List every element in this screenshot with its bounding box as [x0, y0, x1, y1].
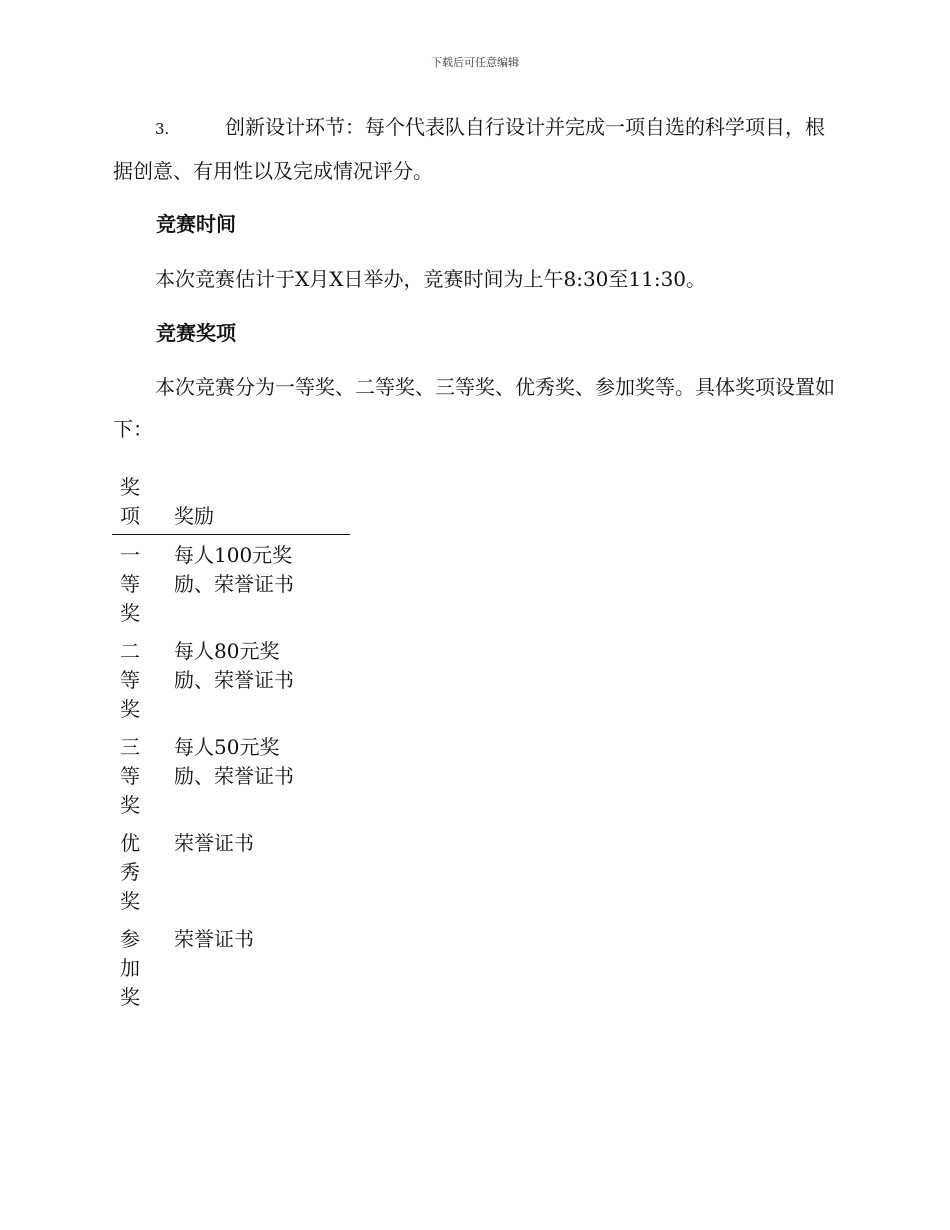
awards-paragraph: 本次竞赛分为一等奖、二等奖、三等奖、优秀奖、参加奖等。具体奖项设置如下：: [113, 375, 835, 441]
prize-cell: 一等奖: [120, 543, 140, 625]
table-row: [112, 632, 350, 728]
list-item-3: [113, 106, 835, 192]
table-row: [112, 824, 350, 920]
prize-cell: 三等奖: [120, 735, 140, 817]
prize-table: [112, 473, 350, 1016]
prize-cell: 参加奖: [120, 927, 140, 1009]
reward-cell: 每人100元奖励、荣誉证书: [174, 543, 294, 596]
table-row: [112, 920, 350, 1016]
reward-cell: 每人80元奖励、荣誉证书: [174, 639, 294, 692]
table-header-row: [112, 473, 350, 535]
reward-cell: 荣誉证书: [174, 927, 254, 951]
reward-cell: 荣誉证书: [174, 831, 254, 855]
section-heading-awards: 竞赛奖项: [156, 321, 236, 345]
prize-cell: 优秀奖: [120, 831, 140, 913]
table-row: [112, 728, 350, 824]
column-header-prize: 奖项: [112, 473, 160, 535]
time-paragraph: 本次竞赛估计于X月X日举办，竞赛时间为上午8:30至11:30。: [155, 267, 707, 291]
list-number: 3.: [155, 120, 170, 138]
list-item-text: 创新设计环节：每个代表队自行设计并完成一项自选的科学项目，根据创意、有用性以及完成情况评分。: [113, 115, 825, 183]
reward-cell: 每人50元奖励、荣誉证书: [174, 735, 294, 788]
page-header: 下载后可任意编辑: [431, 56, 519, 69]
table-row: [112, 535, 350, 633]
section-heading-time: 竞赛时间: [156, 212, 236, 236]
prize-cell: 二等奖: [120, 639, 140, 721]
column-header-reward: 奖励: [160, 473, 350, 535]
